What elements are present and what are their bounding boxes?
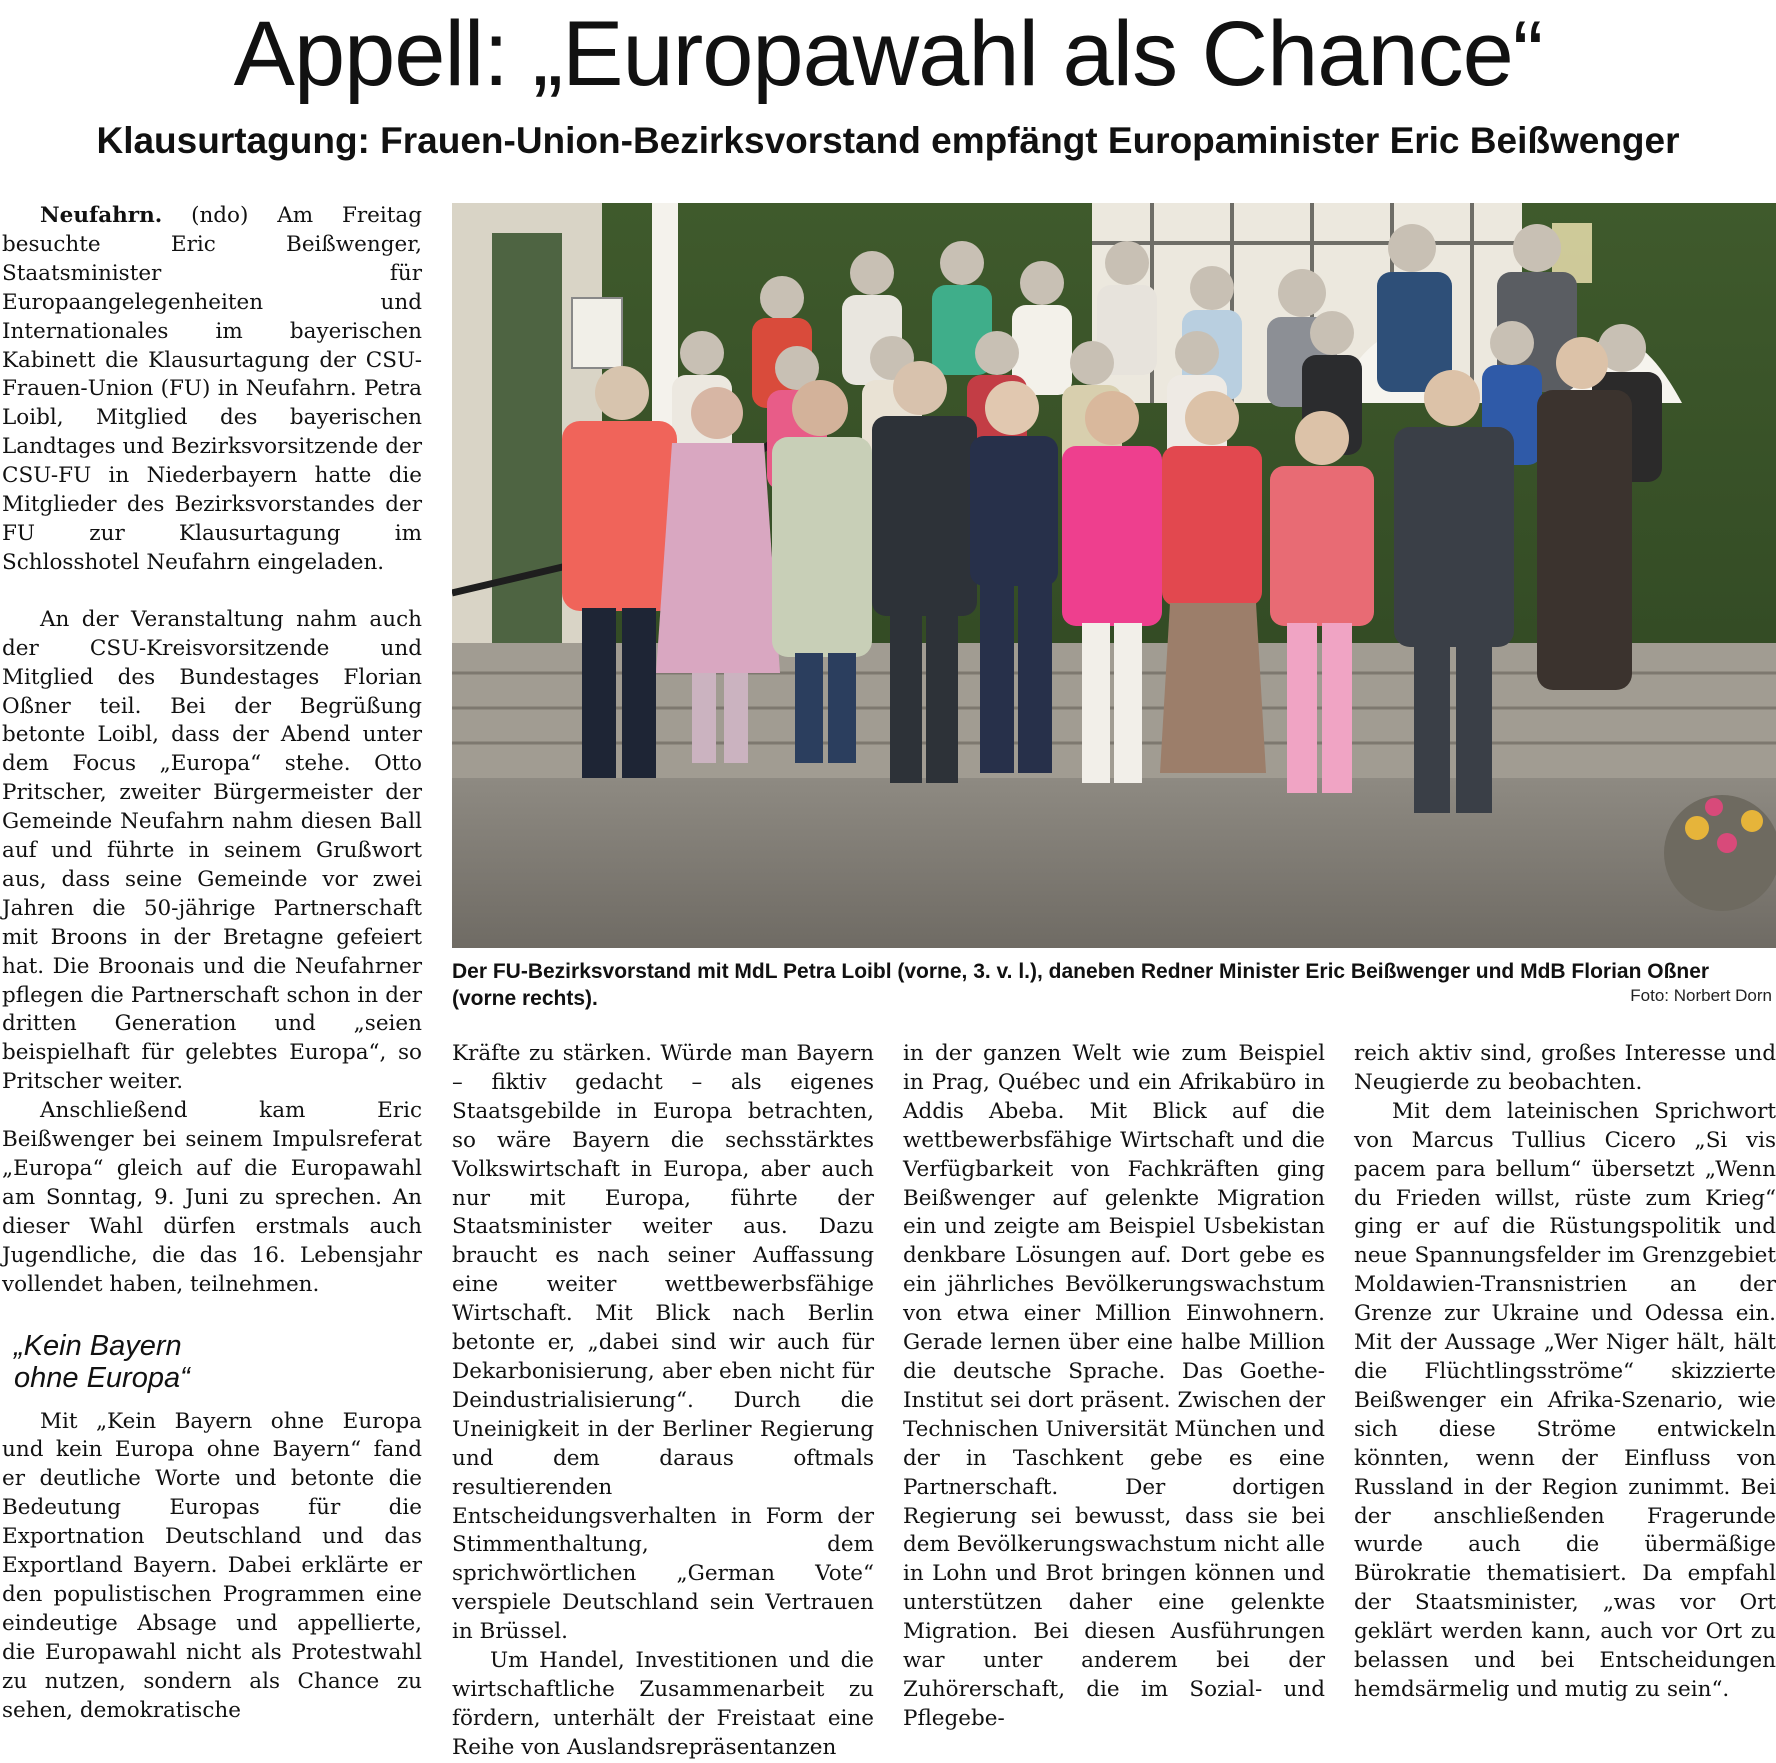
paragraph: Kräfte zu stärken. Würde man Bayern – fiktiv gedacht – als eigenes Staatsgebilde in Europa betrachten, so wäre Bayern die sechsstärktes Volkswirtschaft in Europa, aber auch nur mit Europa, führte der Staatsminister weiter aus. Dazu braucht es nach seiner Auffassung eine weiter wettbewerbsfähige Wirtschaft. Mit Blick nach Berlin betonte er, „dabei sind wir auch für Dekarbonisierung, aber eben nicht für Deindustrialisierung“. Durch die Uneinigkeit in der Berliner Regierung und dem daraus oftmals resultierenden Entscheidungsverhalten in Form der Stimmenthaltung, dem sprichwörtlichen „German Vote“ verspiele Deutschland sein Vertrauen in Brüssel. bbox=[452, 1041, 874, 1645]
photo-caption: Der FU-Bezirksvorstand mit MdL Petra Loibl (vorne, 3. v. l.), daneben Redner Minister Eric Beißwenger und MdB Florian Oßner (vorne rechts). bbox=[452, 960, 1710, 1010]
interheadline-line: ohne Europa“ bbox=[14, 1361, 190, 1394]
article-column-3 bbox=[903, 1040, 1325, 1734]
headline: Appell: „Europawahl als Chance“ bbox=[233, 3, 1543, 105]
article-column-2 bbox=[452, 1040, 874, 1763]
paragraph bbox=[2, 202, 422, 578]
paragraph: reich aktiv sind, großes Interesse und Neugierde zu beobachten. bbox=[1354, 1041, 1776, 1095]
paragraph-text: (ndo) Am Freitag besuchte Eric Beißwenger, Staatsminister für Europaangelegenheiten und Internationales im bayerischen Kabinett die Klausurtagung der CSU-Frauen-Union (FU) in Neufahrn. Petra Loibl, Mitglied des bayerischen Landtages und Bezirksvorsitzende der CSU-FU in Niederbayern hatte die Mitglieder des Bezirksvorstandes der FU zur Klausurtagung im Schlosshotel Neufahrn eingeladen. bbox=[2, 203, 422, 575]
photo-credit: Foto: Norbert Dorn bbox=[1630, 986, 1772, 1005]
paragraph: Um Handel, Investitionen und die wirtschaftliche Zusammenarbeit zu fördern, unterhält der Freistaat eine Reihe von Auslandsrepräsentanzen bbox=[452, 1648, 874, 1760]
article-column-1 bbox=[2, 202, 422, 1726]
article-column-4 bbox=[1354, 1040, 1776, 1705]
paragraph: Anschließend kam Eric Beißwenger bei seinem Impulsreferat „Europa“ gleich auf die Europawahl am Sonntag, 9. Juni zu sprechen. An dieser Wahl dürfen erstmals auch Jugendliche, die das 16. Lebensjahr vollendet haben, teilnehmen. bbox=[2, 1098, 422, 1297]
group-photo bbox=[452, 203, 1776, 948]
paragraph: in der ganzen Welt wie zum Beispiel in Prag, Québec und ein Afrikabüro in Addis Abeba. Mit Blick auf die wettbewerbsfähige Wirtschaft und die Verfügbarkeit von Fachkräften ging Beißwenger auf gelenkte Migration ein und zeigte am Beispiel Usbekistan denkbare Lösungen auf. Dort gebe es ein jährliches Bevölkerungswachstum von etwa einer Million Einwohnern. Gerade lernen über eine halbe Million die deutsche Sprache. Das Goethe-Institut sei dort präsent. Zwischen der Technischen Universität München und der in Taschkent gebe es eine Partnerschaft. Der dortigen Regierung sei bewusst, dass sie bei dem Bevölkerungswachstum nicht alle in Lohn und Brot bringen können und unterstützen daher eine gelenkte Migration. Bei diesen Ausführungen war unter anderem bei der Zuhörerschaft, die im Sozial- und Pflegebe- bbox=[903, 1041, 1325, 1731]
paragraph: An der Veranstaltung nahm auch der CSU-Kreisvorsitzende und Mitglied des Bundestages Florian Oßner teil. Bei der Begrüßung betonte Loibl, dass der Abend unter dem Focus „Europa“ stehe. Otto Pritscher, zweiter Bürgermeister der Gemeinde Neufahrn nahm diesen Ball auf und führte in seinem Grußwort aus, dass seine Gemeinde vor zwei Jahren die 50-jährige Partnerschaft mit Broons in der Bretagne gefeiert hat. Die Broonais und die Neufahrner pflegen die Partnerschaft schon in der dritten Generation und „seien beispielhaft für gelebtes Europa“, so Pritscher weiter. bbox=[2, 606, 422, 1095]
interheadline-line: „Kein Bayern bbox=[14, 1329, 182, 1362]
subheadline: Klausurtagung: Frauen-Union-Bezirksvorstand empfängt Europaminister Eric Beißwenger bbox=[96, 120, 1680, 161]
dateline: Neufahrn. bbox=[40, 203, 163, 228]
paragraph: Mit „Kein Bayern ohne Europa und kein Europa ohne Bayern“ fand er deutliche Worte und betonte die Bedeutung Europas für die Exportnation Deutschland und das Exportland Bayern. Dabei erklärte er den populistischen Programmen eine eindeutige Absage und appellierte, die Europawahl nicht als Protestwahl zu nutzen, sondern als Chance zu sehen, demokratische bbox=[2, 1408, 422, 1723]
group-photo-illustration bbox=[452, 203, 1776, 948]
interheadline bbox=[14, 1330, 422, 1394]
paragraph: Mit dem lateinischen Sprichwort von Marcus Tullius Cicero „Si vis pacem para bellum“ übersetzt „Wenn du Frieden willst, rüste zum Krieg“ ging er auf die Rüstungspolitik und neue Spannungsfelder im Grenzgebiet Moldawien-Transnistrien an der Grenze zur Ukraine und Odessa ein. Mit der Aussage „Wer Niger hält, hält die Flüchtlingsströme“ skizzierte Beißwenger ein Afrika-Szenario, wie sich diese Ströme entwickeln könnten, wenn der Einfluss von Russland in der Region zunimmt. Bei der anschließenden Fragerunde wurde auch die übermäßige Bürokratie thematisiert. Da empfahl der Staatsminister, „was vor Ort geklärt werden kann, auch vor Ort zu belassen und bei Entscheidungen hemdsärmelig und mutig zu sein“. bbox=[1354, 1098, 1776, 1702]
